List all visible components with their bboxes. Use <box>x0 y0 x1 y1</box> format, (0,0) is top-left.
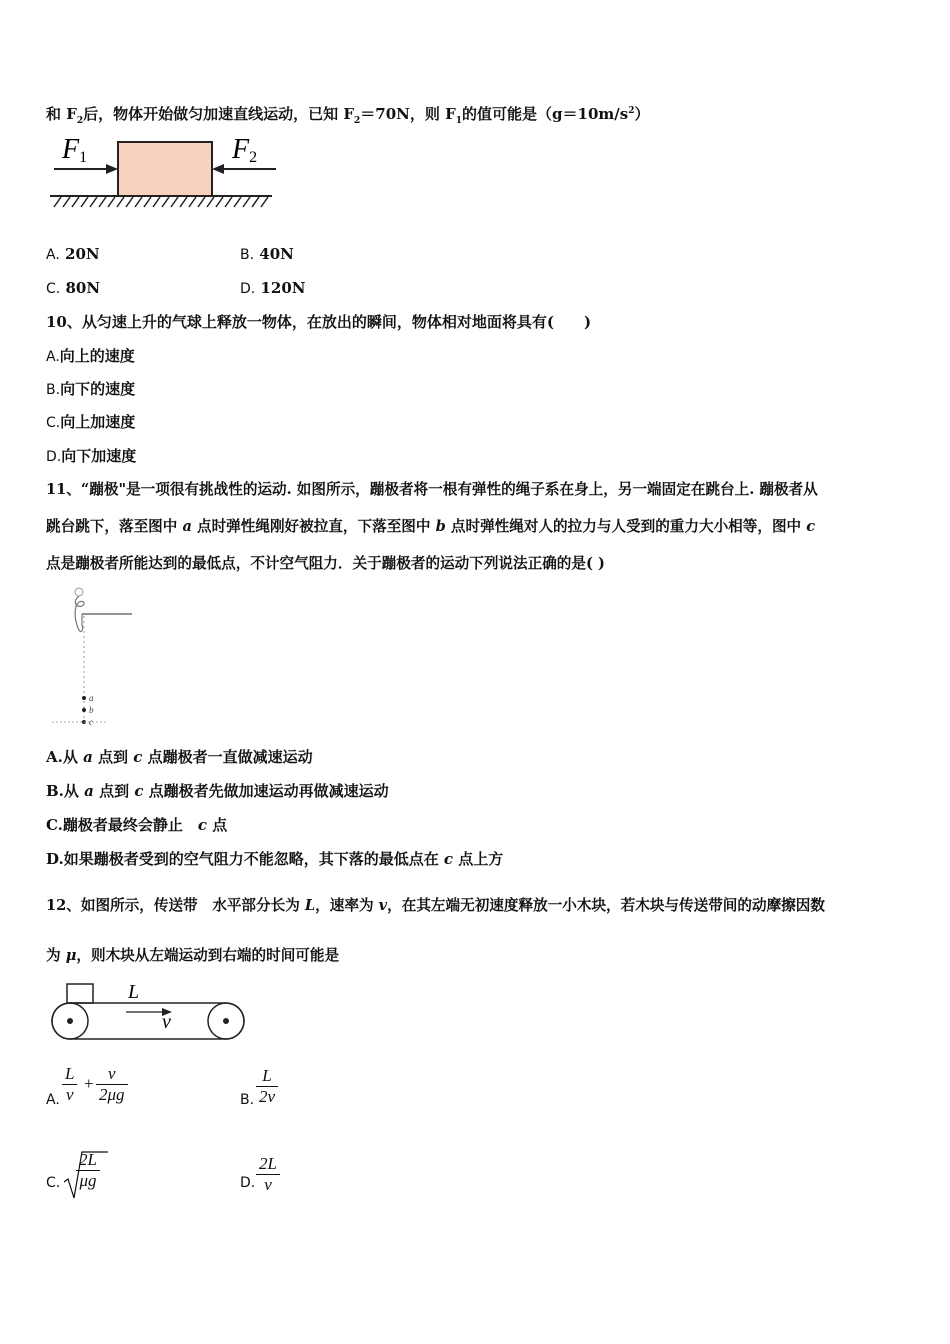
q9-text: 和 F <box>46 105 77 123</box>
q10-option-c[interactable] <box>46 412 135 433</box>
f1-arrowhead <box>106 164 118 174</box>
hatch-mark <box>162 197 169 207</box>
option-letter: D. <box>240 281 256 297</box>
q11-text: 点时弹性绳刚好被拉直，下落至图中 <box>191 518 436 535</box>
q12-text: ，则木块从左端运动到右端的时间可能是 <box>76 947 340 964</box>
numerator: 2L <box>79 1150 97 1169</box>
q11-text: 点时弹性绳对人的拉力与人受到的重力大小相等，图中 <box>445 518 807 535</box>
force-block-figure <box>46 128 286 213</box>
option-text: 点到 <box>93 782 135 800</box>
option-text: 向下加速度 <box>61 447 137 465</box>
belt <box>52 1003 244 1039</box>
ground-hatch <box>54 197 268 207</box>
q11-stem-line2 <box>46 517 815 537</box>
hatch-mark <box>108 197 115 207</box>
numerator: 2L <box>259 1154 277 1173</box>
option-text: 20N <box>65 245 100 263</box>
velocity-label: v <box>162 1011 171 1033</box>
hatch-mark <box>198 197 205 207</box>
label-c: c <box>89 717 93 727</box>
f2-arrowhead <box>212 164 224 174</box>
option-text: 点蹦极者先做加速运动再做减速运动 <box>143 782 389 800</box>
q11-stem-line3: 点是蹦极者所能达到的最低点，不计空气阻力．关于蹦极者的运动下列说法正确的是( ) <box>46 555 605 572</box>
q12-option-b-frac <box>256 1066 278 1107</box>
q9-stem <box>46 101 649 131</box>
wood-block <box>67 984 93 1003</box>
denominator: v <box>65 1085 74 1104</box>
q12-text: ，在其左端无初速度释放一小木块，若木块与传送带间的动摩擦因数 <box>387 897 825 914</box>
option-letter: C. <box>46 415 61 431</box>
q11-var: b <box>435 518 446 535</box>
q12-option-d-letter[interactable] <box>240 1172 255 1193</box>
q9-option-c[interactable] <box>46 278 100 299</box>
plus-sign: + <box>84 1074 94 1093</box>
q12-option-a-letter[interactable] <box>46 1089 60 1110</box>
right-axle <box>223 1018 229 1024</box>
numerator: v <box>108 1064 116 1083</box>
option-text: A.从 <box>46 748 84 766</box>
q12-stem-line2 <box>46 946 339 966</box>
q12-var: v <box>378 897 388 914</box>
q9-text: ＝70N，则 F <box>360 105 456 123</box>
option-text: 向上的速度 <box>59 347 135 365</box>
option-text: 80N <box>65 279 101 297</box>
option-letter: C. <box>46 281 61 297</box>
numerator: L <box>262 1066 272 1085</box>
q9-sub: 2 <box>76 116 84 126</box>
q12-var: L <box>304 897 316 914</box>
option-text: 向上加速度 <box>60 413 136 431</box>
denominator: v <box>264 1175 272 1194</box>
hatch-mark <box>153 197 160 207</box>
q11-var: a <box>182 518 192 535</box>
hatch-mark <box>252 197 259 207</box>
q9-text: ） <box>634 105 650 123</box>
bungee-figure <box>46 584 146 732</box>
option-text: 点 <box>207 816 228 834</box>
label-a: a <box>89 693 94 703</box>
q12-option-c-letter[interactable] <box>46 1172 60 1193</box>
hatch-mark <box>90 197 97 207</box>
q9-sub: 2 <box>354 116 361 126</box>
q11-var: c <box>806 518 816 535</box>
option-letter: A. <box>46 349 60 365</box>
q9-text: 后，物体开始做匀加速直线运动，已知 F <box>83 105 355 123</box>
hatch-mark <box>63 197 70 207</box>
q9-option-d[interactable] <box>240 278 306 299</box>
option-letter: C. <box>46 1175 61 1191</box>
q12-stem-line1 <box>46 896 825 916</box>
option-letter: B. <box>240 1092 255 1108</box>
hatch-mark <box>261 197 268 207</box>
option-var: c <box>133 748 143 766</box>
q9-sup: 2 <box>628 106 635 116</box>
q10-option-d[interactable] <box>46 446 136 467</box>
option-text: C.蹦极者最终会静止 <box>46 816 198 834</box>
denominator: 2v <box>259 1087 276 1106</box>
q11-stem-line1: 11、“蹦极"是一项很有挑战性的运动. 如图所示，蹦极者将一根有弹性的绳子系在身上，另一端固定在跳台上. 蹦极者从 <box>46 481 818 498</box>
hatch-mark <box>144 197 151 207</box>
q9-option-a[interactable] <box>46 244 100 265</box>
hatch-mark <box>99 197 106 207</box>
q12-option-d-frac <box>256 1154 280 1195</box>
q11-option-a[interactable] <box>46 747 313 767</box>
option-letter: D. <box>240 1175 256 1191</box>
conveyor-figure <box>46 978 251 1046</box>
hatch-mark <box>171 197 178 207</box>
hatch-mark <box>180 197 187 207</box>
denominator: 2μg <box>99 1085 125 1104</box>
label-b: b <box>89 705 94 715</box>
option-text: 点到 <box>92 748 134 766</box>
q12-text: ，速率为 <box>315 897 379 914</box>
option-letter: D. <box>46 449 62 465</box>
q12-text: 为 <box>46 947 66 964</box>
f2-label: F2 <box>232 134 258 166</box>
q11-option-b[interactable] <box>46 781 389 801</box>
q11-text: 跳台跳下，落至图中 <box>46 518 183 535</box>
option-text: 向下的速度 <box>60 380 136 398</box>
hatch-mark <box>225 197 232 207</box>
q9-option-b[interactable] <box>240 244 294 265</box>
q10-stem: 10、从匀速上升的气球上释放一物体，在放出的瞬间，物体相对地面将具有( ) <box>46 313 592 331</box>
q10-option-b[interactable] <box>46 379 135 400</box>
option-var: c <box>197 816 208 834</box>
option-text: 点上方 <box>453 850 504 868</box>
point-a <box>82 696 86 700</box>
option-var: a <box>83 748 93 766</box>
hatch-mark <box>81 197 88 207</box>
hatch-mark <box>135 197 142 207</box>
option-letter: A. <box>46 247 60 263</box>
denominator: μg <box>79 1171 97 1190</box>
q12-option-a-frac1 <box>62 1064 77 1105</box>
q12-text: 12、如图所示，传送带 水平部分长为 <box>46 897 305 914</box>
numerator: L <box>65 1064 75 1083</box>
option-text: D.如果蹦极者受到的空气阻力不能忽略，其下落的最低点在 <box>46 850 444 868</box>
q9-sub: 1 <box>455 116 463 126</box>
point-b <box>82 708 86 712</box>
jumper-head <box>75 588 83 596</box>
option-var: c <box>443 850 454 868</box>
hatch-mark <box>54 197 61 207</box>
option-text: 点蹦极者一直做减速运动 <box>142 748 313 766</box>
option-letter: B. <box>46 382 61 398</box>
q12-var: μ <box>65 947 77 964</box>
hatch-mark <box>243 197 250 207</box>
option-letter: A. <box>46 1092 60 1108</box>
hatch-mark <box>216 197 223 207</box>
left-axle <box>67 1018 73 1024</box>
q12-option-c-frac <box>76 1150 100 1191</box>
hatch-mark <box>126 197 133 207</box>
q9-text: 的值可能是（g＝10m/s <box>462 105 629 123</box>
option-text: 120N <box>260 279 306 297</box>
length-label: L <box>128 981 140 1003</box>
q11-option-c[interactable] <box>46 815 227 835</box>
q12-option-b-letter[interactable] <box>240 1089 254 1110</box>
q12-option-a-frac2 <box>96 1064 128 1105</box>
hatch-mark <box>189 197 196 207</box>
hatch-mark <box>234 197 241 207</box>
option-letter: B. <box>240 247 255 263</box>
hatch-mark <box>72 197 79 207</box>
option-var: a <box>84 782 94 800</box>
f1-label: F1 <box>62 134 88 166</box>
option-text: B.从 <box>46 782 85 800</box>
hatch-mark <box>207 197 214 207</box>
option-text: 40N <box>259 245 294 263</box>
hatch-mark <box>117 197 124 207</box>
q10-option-a[interactable] <box>46 346 135 367</box>
option-var: c <box>134 782 144 800</box>
block <box>118 142 212 196</box>
q11-option-d[interactable] <box>46 849 503 869</box>
